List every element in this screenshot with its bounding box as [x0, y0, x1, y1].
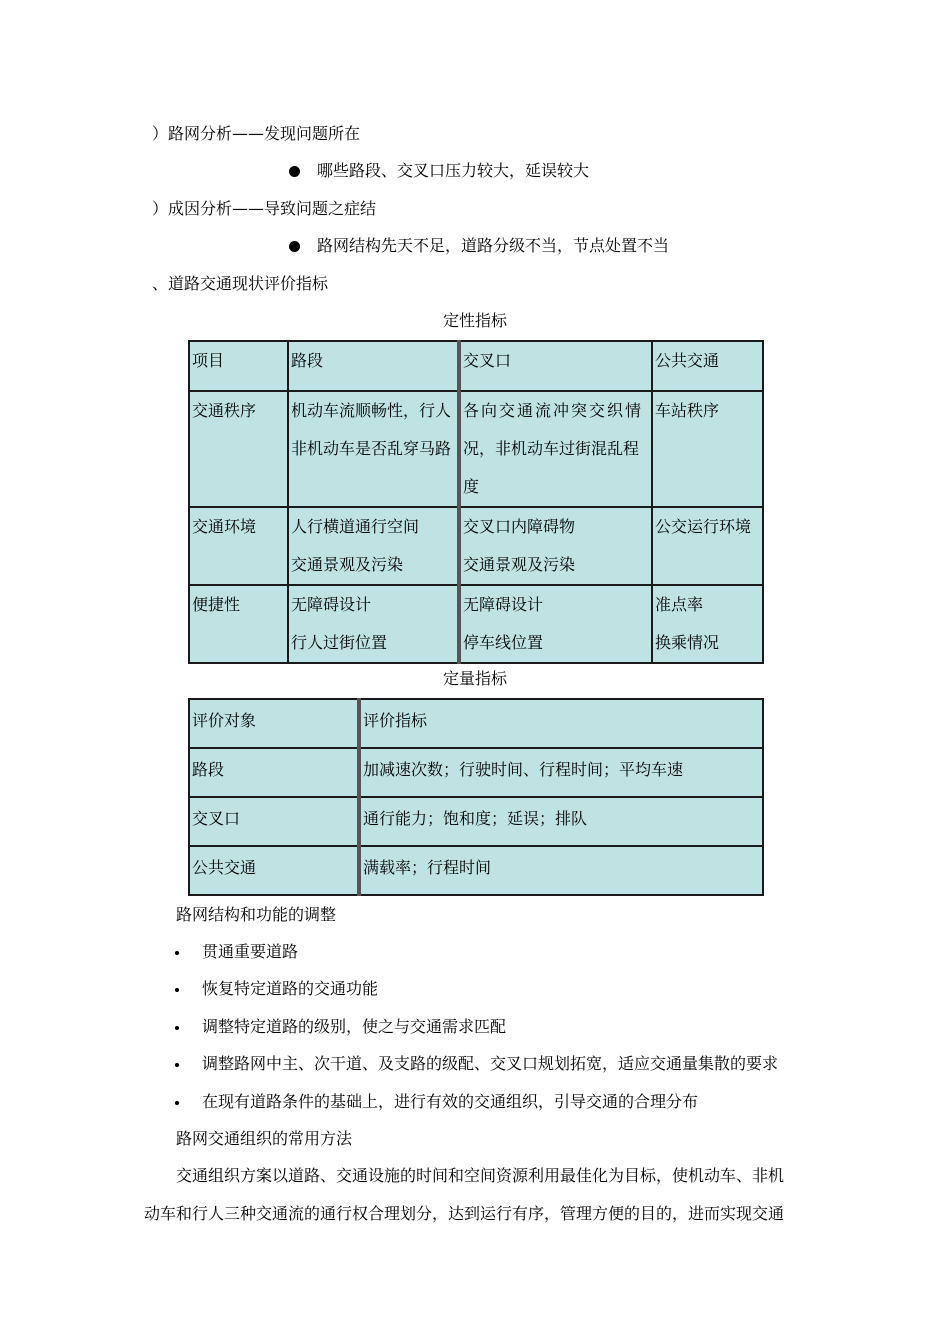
- table-row: [189, 391, 763, 507]
- table1-header-item: 项目: [189, 341, 288, 391]
- table1-caption: 定性指标: [442, 311, 507, 330]
- table1-cell: 准点率 换乘情况: [652, 585, 763, 663]
- table-row: [189, 585, 763, 663]
- table2-cell: 加减速次数；行驶时间、行程时间；平均车速: [359, 748, 763, 797]
- bullet-dot-icon: [175, 988, 179, 992]
- bullet-dot-icon: [175, 951, 179, 955]
- table1-header-transit: 公共交通: [652, 341, 763, 391]
- bullet-dot-icon: [289, 166, 300, 177]
- bullet-dot-icon: [175, 1026, 179, 1030]
- bullet-dot-icon: [175, 1101, 179, 1105]
- table1-cell: 无障碍设计 行人过街位置: [288, 585, 459, 663]
- list-item: 在现有道路条件的基础上，进行有效的交通组织，引导交通的合理分布: [202, 1092, 699, 1111]
- table1-cell: 无障碍设计 停车线位置: [459, 585, 652, 663]
- paragraph-line: 交通组织方案以道路、交通设施的时间和空间资源利用最佳化为目标，使机动车、非机: [176, 1166, 785, 1185]
- list-item: 恢复特定道路的交通功能: [202, 979, 379, 998]
- heading-organization-methods: 路网交通组织的常用方法: [176, 1129, 353, 1148]
- table-row: [189, 748, 763, 797]
- table2-cell: 满载率；行程时间: [359, 846, 763, 895]
- table2-header-object: 评价对象: [189, 699, 359, 748]
- table-row: [189, 797, 763, 846]
- heading-evaluation-indicators: 、道路交通现状评价指标: [152, 274, 329, 293]
- bullet-dot-icon: [175, 1063, 179, 1067]
- list-item: 调整特定道路的级别，使之与交通需求匹配: [202, 1017, 507, 1036]
- table-row: [189, 507, 763, 585]
- table1-cell: 人行横道通行空间 交通景观及污染: [288, 507, 459, 585]
- table1-cell: 便捷性: [189, 585, 288, 663]
- table1-cell: 各向交通流冲突交织情 况，非机动车过街混乱程 度: [459, 391, 652, 507]
- table2-cell: 公共交通: [189, 846, 359, 895]
- table1-cell: 交通环境: [189, 507, 288, 585]
- table-row: [189, 699, 763, 748]
- bullet-text-pressure: 哪些路段、交叉口压力较大，延误较大: [317, 161, 590, 180]
- qualitative-indicators-table: [188, 340, 764, 664]
- table2-cell: 路段: [189, 748, 359, 797]
- table1-cell: 公交运行环境: [652, 507, 763, 585]
- table1-cell: 交叉口内障碍物 交通景观及污染: [459, 507, 652, 585]
- table2-cell: 通行能力；饱和度；延误；排队: [359, 797, 763, 846]
- list-item: 贯通重要道路: [202, 942, 299, 961]
- quantitative-indicators-table: [188, 698, 764, 896]
- heading-road-network-analysis: ）路网分析——发现问题所在: [152, 124, 361, 143]
- list-item: 调整路网中主、次干道、及支路的级配、交叉口规划拓宽，适应交通量集散的要求: [202, 1054, 779, 1073]
- bullet-dot-icon: [289, 241, 300, 252]
- table-row: [189, 341, 763, 391]
- bullet-text-structure: 路网结构先天不足，道路分级不当，节点处置不当: [317, 236, 670, 255]
- heading-cause-analysis: ）成因分析——导致问题之症结: [152, 199, 377, 218]
- table-row: [189, 846, 763, 895]
- table1-header-road: 路段: [288, 341, 459, 391]
- table1-cell: 车站秩序: [652, 391, 763, 507]
- table1-cell: 交通秩序: [189, 391, 288, 507]
- heading-network-adjustment: 路网结构和功能的调整: [176, 905, 337, 924]
- table2-cell: 交叉口: [189, 797, 359, 846]
- table2-caption: 定量指标: [442, 669, 507, 688]
- table2-header-indicator: 评价指标: [359, 699, 763, 748]
- paragraph-line: 动车和行人三种交通流的通行权合理划分，达到运行有序，管理方便的目的，进而实现交通: [144, 1204, 785, 1223]
- table1-cell: 机动车流顺畅性，行人 非机动车是否乱穿马路: [288, 391, 459, 507]
- table1-header-intersection: 交叉口: [459, 341, 652, 391]
